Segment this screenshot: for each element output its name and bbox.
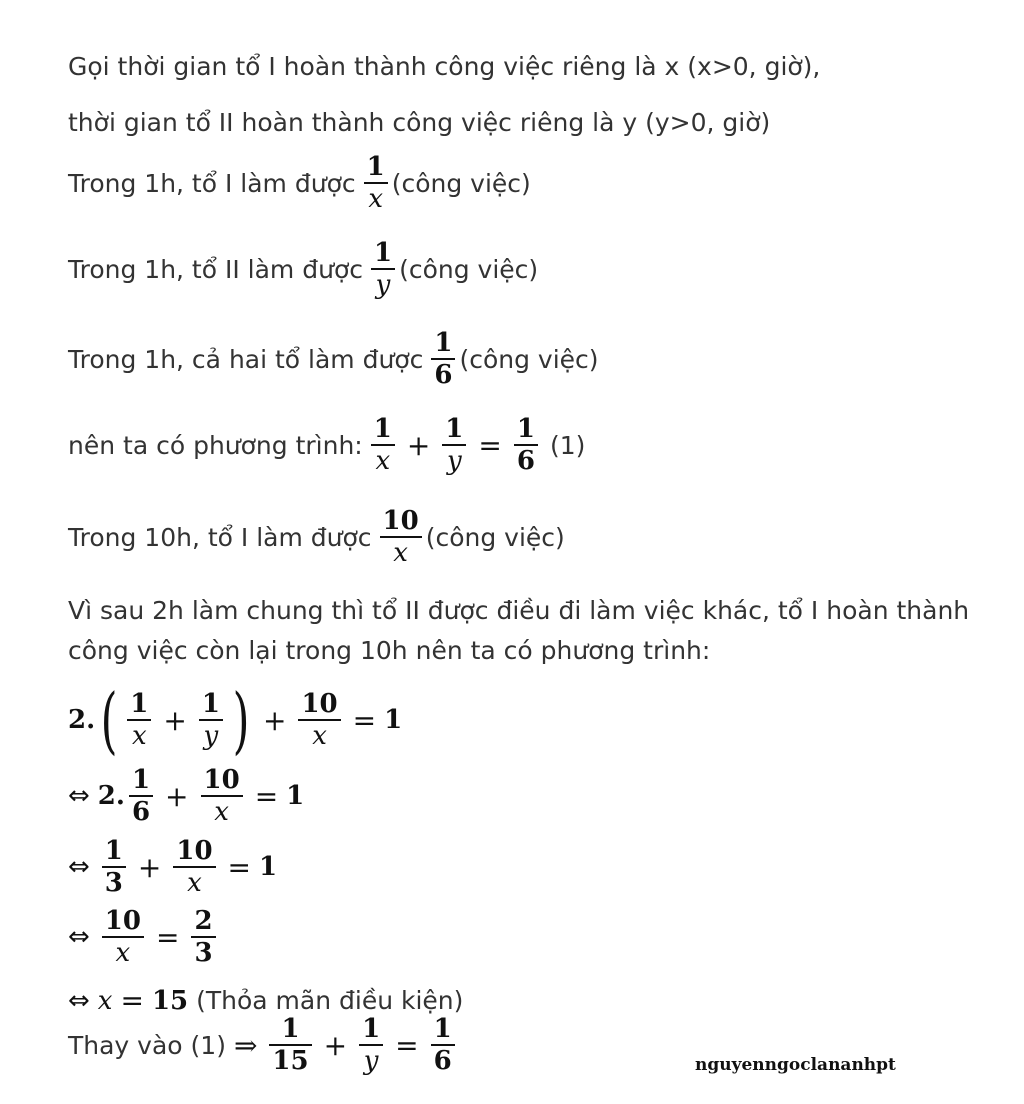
rate-team-1-10h-label: Trong 10h, tổ I làm được (68, 522, 372, 552)
rate-both-label: Trong 1h, cả hai tổ làm được (68, 344, 424, 374)
unit-label: (công việc) (459, 344, 599, 374)
frac-1-over-x: $\frac{1}{x}$ (364, 152, 388, 214)
equation-step-2: ⇔ $\frac{1}{3}$ + $\frac{10}{x}$ = 1 (68, 836, 278, 898)
watermark: nguyenngoclananhpt (695, 1055, 896, 1075)
explanation-line-2: công việc còn lại trong 10h nên ta có phương trình: (68, 636, 711, 665)
equation-1: nên ta có phương trình: $\frac{1}{x}$ + $\frac{1}{y}$ = $\frac{1}{6}$ (1) (68, 414, 586, 476)
frac-1-over-6: $\frac{1}{6}$ (431, 328, 455, 390)
frac-1-over-y: $\frac{1}{y}$ (371, 238, 395, 300)
condition-note: (Thỏa mãn điều kiện) (196, 986, 464, 1015)
explanation-line-1: Vì sau 2h làm chung thì tổ II được điều đi làm việc khác, tổ I hoàn thành (68, 596, 970, 625)
substitution-line: Thay vào (1) ⇒ $\frac{1}{15}$ + $\frac{1}{y}$ = $\frac{1}{6}$ (68, 1014, 459, 1076)
unit-label: (công việc) (399, 254, 539, 284)
rate-team-2 (68, 238, 538, 300)
intro-line-2: thời gian tổ II hoàn thành công việc riêng là y (y>0, giờ) (68, 108, 771, 137)
rate-team-2-label: Trong 1h, tổ II làm được (68, 254, 363, 284)
equation-2: 2. ( $\frac{1}{x}$ + $\frac{1}{y}$ ) + $\frac{10}{x}$ = 1 (68, 678, 403, 762)
rate-team-1 (68, 152, 531, 214)
unit-label: (công việc) (425, 522, 565, 552)
substitution-label: Thay vào (1) (68, 1030, 226, 1060)
frac-10-over-x: $\frac{10}{x}$ (380, 506, 422, 568)
equation-step-1: ⇔ 2. $\frac{1}{6}$ + $\frac{10}{x}$ = 1 (68, 765, 305, 827)
rate-team-1-10h (68, 506, 565, 568)
equation-step-4: ⇔ x = 15 (Thỏa mãn điều kiện) (68, 984, 464, 1017)
equation-step-3: ⇔ $\frac{10}{x}$ = $\frac{2}{3}$ (68, 906, 220, 968)
equation-1-label: nên ta có phương trình: (68, 430, 363, 460)
unit-label: (công việc) (391, 168, 531, 198)
rate-team-1-label: Trong 1h, tổ I làm được (68, 168, 356, 198)
equation-tag: (1) (549, 430, 586, 460)
rate-both (68, 328, 599, 390)
intro-line-1: Gọi thời gian tổ I hoàn thành công việc riêng là x (x>0, giờ), (68, 52, 821, 81)
